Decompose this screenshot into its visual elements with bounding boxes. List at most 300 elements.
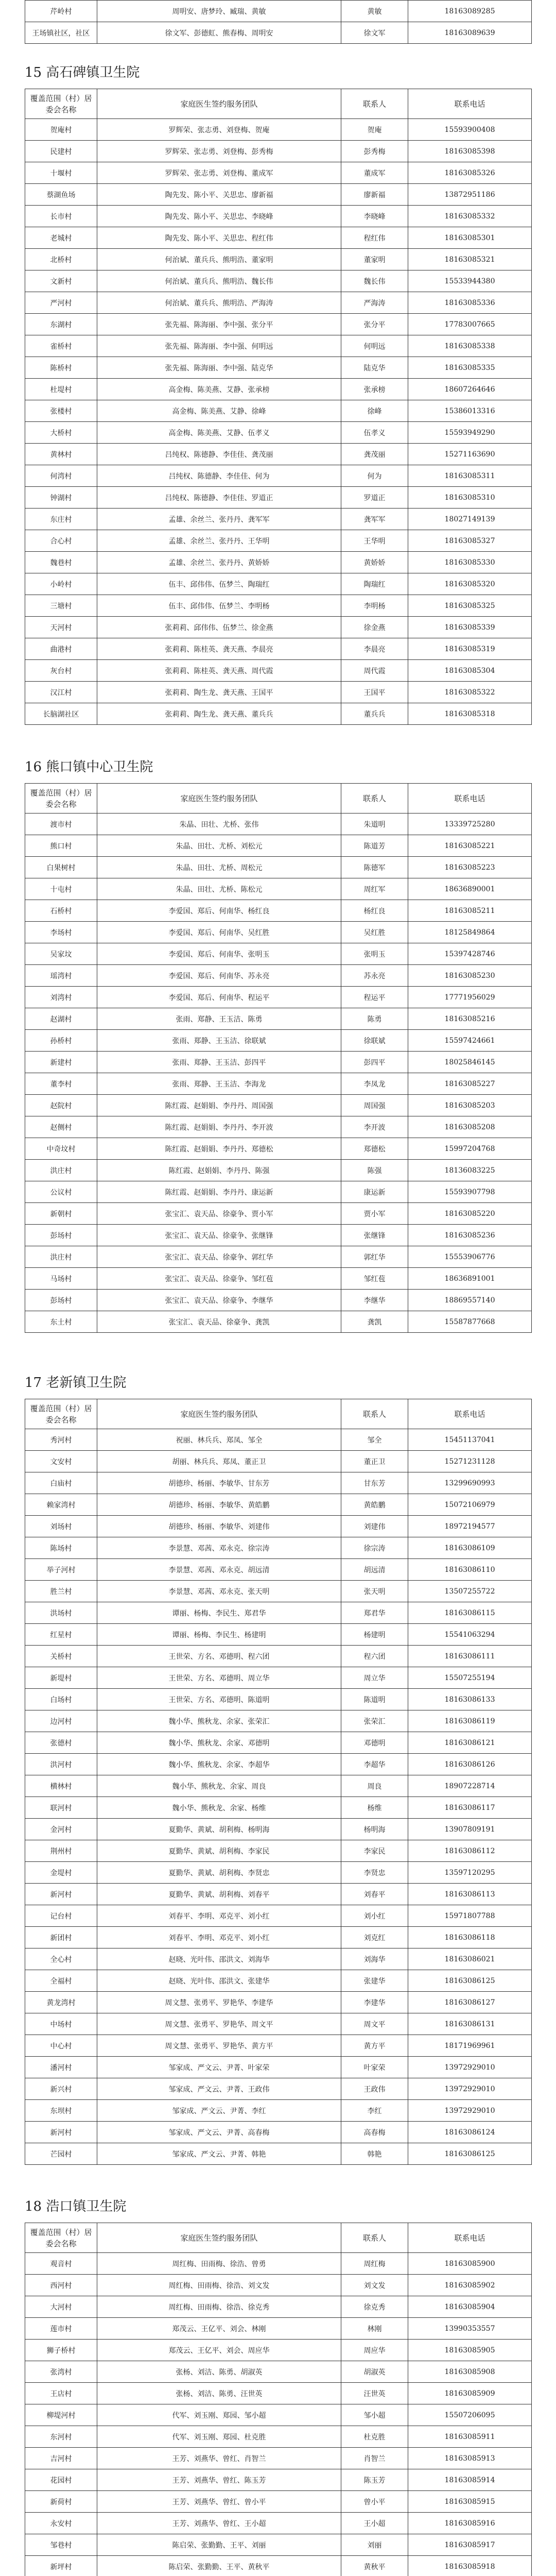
cell-contact: 严海涛	[341, 292, 408, 314]
cell-team: 周红梅、田雨梅、徐浩、刘文发	[97, 2275, 341, 2296]
col-header-area: 覆盖范围（村）居委会名称	[25, 1399, 97, 1429]
cell-team: 张莉莉、陶生龙、龚天燕、董兵兵	[97, 703, 341, 725]
table-row	[25, 206, 532, 227]
cell-phone: 18163085319	[408, 638, 532, 660]
cell-village: 新坪村	[25, 2556, 97, 2576]
cell-village: 芹岭村	[25, 1, 97, 22]
cell-contact: 周代霞	[341, 660, 408, 682]
table-row	[25, 1905, 532, 1927]
table-row	[25, 660, 532, 682]
cell-team: 何治斌、董兵兵、熊明浩、严海涛	[97, 292, 341, 314]
cell-contact: 龚凯	[341, 1311, 408, 1333]
cell-contact: 廖新福	[341, 184, 408, 206]
cell-team: 夏勤华、黄斌、胡利梅、李家民	[97, 1840, 341, 1862]
cell-team: 邹家成、严文云、尹菁、叶家荣	[97, 2057, 341, 2078]
cell-contact: 程红伟	[341, 227, 408, 249]
cell-contact: 朱道明	[341, 814, 408, 835]
cell-team: 高金梅、陈美燕、艾静、伍孝义	[97, 422, 341, 444]
cell-village: 马场村	[25, 1268, 97, 1290]
cell-contact: 韩艳	[341, 2143, 408, 2165]
cell-phone: 18163086124	[408, 2122, 532, 2143]
table-row	[25, 2253, 532, 2275]
cell-contact: 何为	[341, 465, 408, 487]
cell-team: 伍丰、邱伟伟、伍梦兰、李明杨	[97, 595, 341, 617]
cell-phone: 15587877668	[408, 1311, 532, 1333]
cell-contact: 张分平	[341, 314, 408, 335]
cell-village: 陈桥村	[25, 357, 97, 379]
cell-phone: 18163085322	[408, 682, 532, 703]
cell-contact: 高春梅	[341, 2122, 408, 2143]
cell-team: 吕纯权、陈德静、李佳佳、龚茂丽	[97, 444, 341, 465]
cell-contact: 邓德明	[341, 1732, 408, 1754]
cell-contact: 张天明	[341, 1581, 408, 1602]
cell-village: 王店村	[25, 2383, 97, 2404]
cell-team: 张雨、郑静、王玉洁、徐联斌	[97, 1030, 341, 1052]
cell-team: 张雨、郑静、王玉洁、李海龙	[97, 1073, 341, 1095]
cell-village: 花园村	[25, 2469, 97, 2491]
table-row	[25, 162, 532, 184]
table-row	[25, 1667, 532, 1689]
cell-team: 孟雄、余丝兰、张丹丹、龚军军	[97, 509, 341, 530]
table-row	[25, 2340, 532, 2361]
cell-team: 张杨、刘洁、陈勇、胡淑英	[97, 2361, 341, 2383]
cell-phone: 15971807788	[408, 1905, 532, 1927]
cell-village: 赵湖村	[25, 1008, 97, 1030]
cell-phone: 18163086119	[408, 1710, 532, 1732]
cell-team: 郑茂云、王亿平、刘会、周应华	[97, 2340, 341, 2361]
cell-team: 高金梅、陈美燕、艾静、张承榜	[97, 379, 341, 400]
table-row	[25, 2122, 532, 2143]
cell-village: 十堰村	[25, 162, 97, 184]
cell-village: 刘场村	[25, 1516, 97, 1537]
cell-contact: 吴红胜	[341, 922, 408, 943]
cell-contact: 肖智兰	[341, 2448, 408, 2469]
cell-team: 张宝汇、袁天品、徐豪争、龚凯	[97, 1311, 341, 1333]
cell-phone: 13990353557	[408, 2318, 532, 2340]
table-row	[25, 617, 532, 638]
cell-team: 周文慧、张勇平、罗艳华、李建华	[97, 1992, 341, 2013]
cell-contact: 陈玉芳	[341, 2469, 408, 2491]
cell-village: 白场村	[25, 1689, 97, 1710]
cell-phone: 18163086126	[408, 1754, 532, 1775]
cell-village: 何湾村	[25, 465, 97, 487]
cell-contact: 刘小红	[341, 1905, 408, 1927]
table-row	[25, 682, 532, 703]
table-row	[25, 2013, 532, 2035]
table-row	[25, 357, 532, 379]
cell-village: 贺庵村	[25, 119, 97, 141]
cell-phone: 18163086110	[408, 1559, 532, 1581]
cell-team: 张莉莉、邱伟伟、伍梦兰、徐金燕	[97, 617, 341, 638]
cell-contact: 程运平	[341, 987, 408, 1008]
table-row	[25, 595, 532, 617]
cell-phone: 18025846145	[408, 1052, 532, 1073]
cell-village: 新堤村	[25, 1667, 97, 1689]
cell-phone: 15553906776	[408, 1246, 532, 1268]
cell-phone: 18163085321	[408, 249, 532, 270]
cell-team: 孟雄、余丝兰、张丹丹、王华明	[97, 530, 341, 552]
cell-contact: 郭红华	[341, 1246, 408, 1268]
cell-team: 吕纯权、陈德静、李佳佳、罗道正	[97, 487, 341, 509]
table-row	[25, 314, 532, 335]
cell-phone: 18163085336	[408, 292, 532, 314]
cell-team: 夏勤华、黄斌、胡利梅、李贤忠	[97, 1862, 341, 1884]
col-header-contact: 联系人	[341, 2223, 408, 2253]
cell-contact: 黄皓鹏	[341, 1494, 408, 1516]
cell-contact: 王华明	[341, 530, 408, 552]
cell-village: 芒园村	[25, 2143, 97, 2165]
table-row	[25, 1797, 532, 1819]
cell-village: 边河村	[25, 1710, 97, 1732]
cell-phone: 15386013316	[408, 400, 532, 422]
cell-phone: 18163086111	[408, 1646, 532, 1667]
cell-team: 胡德珍、杨丽、李敏华、刘建伟	[97, 1516, 341, 1537]
cell-village: 刘湾村	[25, 987, 97, 1008]
cell-village: 黄龙湾村	[25, 1992, 97, 2013]
cell-contact: 陆克华	[341, 357, 408, 379]
cell-village: 秀河村	[25, 1429, 97, 1451]
cell-contact: 王政伟	[341, 2078, 408, 2100]
table-row	[25, 1581, 532, 1602]
cell-contact: 龚茂丽	[341, 444, 408, 465]
cell-team: 胡丽、林兵兵、郑凤、董正卫	[97, 1451, 341, 1472]
table-row	[25, 922, 532, 943]
cell-village: 狮子桥村	[25, 2340, 97, 2361]
cell-team: 张宝汇、袁天品、徐豪争、贾小军	[97, 1203, 341, 1225]
cell-team: 魏小华、熊秋龙、余家、邓德明	[97, 1732, 341, 1754]
cell-contact: 周红梅	[341, 2253, 408, 2275]
col-header-phone: 联系电话	[408, 2223, 532, 2253]
cell-village: 东河村	[25, 2426, 97, 2448]
table-row	[25, 270, 532, 292]
cell-contact: 康运新	[341, 1181, 408, 1203]
table-row	[25, 2275, 532, 2296]
cell-village: 魏巷村	[25, 552, 97, 573]
cell-contact: 周文平	[341, 2013, 408, 2035]
table-row	[25, 335, 532, 357]
cell-phone: 13339725280	[408, 814, 532, 835]
table-row	[25, 857, 532, 878]
col-header-team: 家庭医生签约服务团队	[97, 89, 341, 119]
cell-team: 魏小华、熊秋龙、余家、杨维	[97, 1797, 341, 1819]
cell-phone: 15507206095	[408, 2404, 532, 2426]
cell-team: 张宝汇、袁天品、徐豪争、郭红华	[97, 1246, 341, 1268]
cell-phone: 18171969961	[408, 2035, 532, 2057]
table-row	[25, 2556, 532, 2576]
cell-phone: 18163085211	[408, 900, 532, 922]
cell-team: 胡德珍、杨丽、李敏华、黄皓鹏	[97, 1494, 341, 1516]
cell-phone: 18607264646	[408, 379, 532, 400]
cell-contact: 张承榜	[341, 379, 408, 400]
cell-team: 张雨、郑静、王玉洁、彭四平	[97, 1052, 341, 1073]
cell-contact: 李贤忠	[341, 1862, 408, 1884]
cell-team: 朱晶、田壮、尤桥、周松元	[97, 857, 341, 878]
table-top-continuation	[25, 0, 532, 44]
cell-contact: 陈德军	[341, 857, 408, 878]
cell-team: 王世荣、方名、邓德明、程六团	[97, 1646, 341, 1667]
cell-phone: 15997204768	[408, 1138, 532, 1160]
cell-phone: 18163085318	[408, 703, 532, 725]
cell-village: 新兴村	[25, 2078, 97, 2100]
table-section-17	[25, 1399, 532, 2165]
cell-contact: 周国强	[341, 1095, 408, 1116]
cell-phone: 18163086021	[408, 1948, 532, 1970]
cell-contact: 胡远清	[341, 1559, 408, 1581]
col-header-phone: 联系电话	[408, 1399, 532, 1429]
cell-village: 文新村	[25, 270, 97, 292]
cell-village: 东庄村	[25, 509, 97, 530]
cell-team: 代军、刘玉刚、郑园、邹小超	[97, 2404, 341, 2426]
cell-phone: 15507255194	[408, 1667, 532, 1689]
table-row	[25, 1225, 532, 1246]
cell-contact: 陶瑞红	[341, 573, 408, 595]
table-row	[25, 1559, 532, 1581]
cell-team: 魏小华、熊秋龙、余家、李超华	[97, 1754, 341, 1775]
cell-team: 郑茂云、王亿平、刘会、林刚	[97, 2318, 341, 2340]
cell-team: 陈红霞、赵娟娟、李丹丹、周国强	[97, 1095, 341, 1116]
cell-phone: 15541063294	[408, 1624, 532, 1646]
cell-contact: 甘东芳	[341, 1472, 408, 1494]
table-row	[25, 1203, 532, 1225]
cell-team: 陶先发、陈小平、关思忠、廖新福	[97, 184, 341, 206]
table-row	[25, 119, 532, 141]
cell-village: 洪庄村	[25, 1160, 97, 1181]
cell-team: 张雨、郑静、王玉洁、陈勇	[97, 1008, 341, 1030]
cell-village: 联河村	[25, 1797, 97, 1819]
cell-village: 洪场村	[25, 1602, 97, 1624]
cell-contact: 刘克红	[341, 1927, 408, 1948]
cell-village: 赵院村	[25, 1095, 97, 1116]
table-row	[25, 1862, 532, 1884]
cell-team: 张先福、陈海丽、李中强、何明远	[97, 335, 341, 357]
table-row	[25, 2318, 532, 2340]
cell-contact: 董兵兵	[341, 703, 408, 725]
cell-contact: 黄秋平	[341, 2556, 408, 2576]
cell-phone: 18163085325	[408, 595, 532, 617]
cell-contact: 程六团	[341, 1646, 408, 1667]
cell-phone: 13907809191	[408, 1819, 532, 1840]
cell-phone: 13872951186	[408, 184, 532, 206]
section-title: 18 浩口镇卫生院	[25, 2199, 127, 2214]
cell-team: 邹家成、严文云、尹菁、王政伟	[97, 2078, 341, 2100]
table-row	[25, 814, 532, 835]
cell-contact: 汪世英	[341, 2383, 408, 2404]
cell-team: 夏勤华、黄斌、胡利梅、杨明海	[97, 1819, 341, 1840]
cell-phone: 18163085915	[408, 2491, 532, 2513]
cell-contact: 刘海华	[341, 1948, 408, 1970]
cell-village: 中心村	[25, 2035, 97, 2057]
section-title: 16 熊口镇中心卫生院	[25, 759, 153, 775]
cell-contact: 李超华	[341, 1754, 408, 1775]
cell-village: 西河村	[25, 2275, 97, 2296]
table-row	[25, 1754, 532, 1775]
table-row	[25, 379, 532, 400]
table-row	[25, 292, 532, 314]
table-row	[25, 1689, 532, 1710]
cell-phone: 15397428746	[408, 943, 532, 965]
cell-contact: 周立华	[341, 1667, 408, 1689]
cell-team: 朱晶、田壮、尤桥、刘松元	[97, 835, 341, 857]
table-row	[25, 2057, 532, 2078]
table-row	[25, 1775, 532, 1797]
cell-phone: 18163085338	[408, 335, 532, 357]
cell-team: 罗辉荣、张志勇、刘登梅、董成军	[97, 162, 341, 184]
col-header-team: 家庭医生签约服务团队	[97, 2223, 341, 2253]
cell-phone: 18163086127	[408, 1992, 532, 2013]
cell-contact: 董正卫	[341, 1451, 408, 1472]
table-row	[25, 1290, 532, 1311]
table-row	[25, 1052, 532, 1073]
cell-village: 柳堤河村	[25, 2404, 97, 2426]
cell-village: 吉河村	[25, 2448, 97, 2469]
table-row	[25, 1948, 532, 1970]
table-row	[25, 2078, 532, 2100]
cell-team: 朱晶、田壮、尤桥、陈松元	[97, 878, 341, 900]
col-header-contact: 联系人	[341, 784, 408, 814]
cell-contact: 黄娇娇	[341, 552, 408, 573]
cell-village: 文安村	[25, 1451, 97, 1472]
cell-village: 灰台村	[25, 660, 97, 682]
cell-phone: 18163086112	[408, 1840, 532, 1862]
table-row	[25, 1095, 532, 1116]
cell-phone: 18163085904	[408, 2296, 532, 2318]
table-row	[25, 638, 532, 660]
cell-contact: 周应华	[341, 2340, 408, 2361]
table-row	[25, 2491, 532, 2513]
cell-team: 高金梅、陈美燕、艾静、徐峰	[97, 400, 341, 422]
cell-contact: 彭秀梅	[341, 141, 408, 162]
cell-village: 东坝村	[25, 2100, 97, 2122]
cell-phone: 18163085327	[408, 530, 532, 552]
cell-phone: 18163085913	[408, 2448, 532, 2469]
cell-village: 十屯村	[25, 878, 97, 900]
cell-village: 钟湖村	[25, 487, 97, 509]
cell-phone: 18136083225	[408, 1160, 532, 1181]
table-row	[25, 2469, 532, 2491]
table-row	[25, 509, 532, 530]
cell-team: 张宝汇、袁天品、徐豪争、李继华	[97, 1290, 341, 1311]
cell-contact: 邹红苞	[341, 1268, 408, 1290]
table-row	[25, 943, 532, 965]
cell-village: 小岭村	[25, 573, 97, 595]
table-row	[25, 2404, 532, 2426]
cell-contact: 伍孝义	[341, 422, 408, 444]
cell-village: 长市村	[25, 206, 97, 227]
cell-village: 新河村	[25, 1884, 97, 1905]
cell-team: 周红梅、田雨梅、徐浩、曾勇	[97, 2253, 341, 2275]
cell-phone: 18869557140	[408, 1290, 532, 1311]
table-row	[25, 465, 532, 487]
cell-phone: 18163085335	[408, 357, 532, 379]
cell-phone: 18163085905	[408, 2340, 532, 2361]
table-row	[25, 2143, 532, 2165]
cell-team: 代军、刘玉刚、郑园、杜克胜	[97, 2426, 341, 2448]
cell-village: 白果树村	[25, 857, 97, 878]
table-row	[25, 552, 532, 573]
cell-phone: 18163085914	[408, 2469, 532, 2491]
cell-team: 祝丽、林兵兵、郑凤、邹全	[97, 1429, 341, 1451]
table-section-15	[25, 89, 532, 725]
cell-team: 李景慧、邓茜、邓永克、胡远清	[97, 1559, 341, 1581]
cell-contact: 张明玉	[341, 943, 408, 965]
cell-village: 汉江村	[25, 682, 97, 703]
cell-contact: 陈勇	[341, 1008, 408, 1030]
table-row	[25, 2383, 532, 2404]
cell-contact: 杜克胜	[341, 2426, 408, 2448]
cell-village: 大桥村	[25, 422, 97, 444]
table-row	[25, 184, 532, 206]
cell-phone: 13972929010	[408, 2078, 532, 2100]
cell-team: 张莉莉、陶生龙、龚天燕、王国平	[97, 682, 341, 703]
cell-team: 王世荣、方名、邓德明、周立华	[97, 1667, 341, 1689]
cell-team: 王芳、刘燕华、曾红、王小超	[97, 2513, 341, 2534]
cell-contact: 徐联斌	[341, 1030, 408, 1052]
cell-phone: 18163086125	[408, 2143, 532, 2165]
cell-team: 陈红霞、赵娟娟、李丹丹、陈强	[97, 1160, 341, 1181]
cell-village: 东湖村	[25, 314, 97, 335]
table-row	[25, 1, 532, 22]
cell-phone: 18163086115	[408, 1602, 532, 1624]
cell-village: 金河村	[25, 1819, 97, 1840]
cell-team: 周明安、唐梦玲、臧瑞、黄敏	[97, 1, 341, 22]
cell-village: 彭场村	[25, 1225, 97, 1246]
col-header-team: 家庭医生签约服务团队	[97, 1399, 341, 1429]
cell-phone: 15593949290	[408, 422, 532, 444]
cell-phone: 15451137041	[408, 1429, 532, 1451]
cell-contact: 林刚	[341, 2318, 408, 2340]
cell-phone: 18907228714	[408, 1775, 532, 1797]
cell-village: 观音村	[25, 2253, 97, 2275]
table-row	[25, 835, 532, 857]
cell-village: 东土村	[25, 1311, 97, 1333]
col-header-area: 覆盖范围（村）居委会名称	[25, 2223, 97, 2253]
cell-village: 陈场村	[25, 1537, 97, 1559]
cell-village: 杜堤村	[25, 379, 97, 400]
cell-village: 熊口村	[25, 835, 97, 857]
table-row	[25, 573, 532, 595]
cell-contact: 刘春平	[341, 1884, 408, 1905]
cell-phone: 13972929010	[408, 2100, 532, 2122]
cell-team: 李爱国、郑后、何南华、杨红良	[97, 900, 341, 922]
cell-phone: 18163086133	[408, 1689, 532, 1710]
cell-village: 赖家湾村	[25, 1494, 97, 1516]
cell-phone: 18163085221	[408, 835, 532, 857]
cell-phone: 18163086118	[408, 1927, 532, 1948]
table-row	[25, 1138, 532, 1160]
table-row	[25, 1537, 532, 1559]
cell-phone: 18163085320	[408, 573, 532, 595]
cell-contact: 李凤龙	[341, 1073, 408, 1095]
cell-contact: 胡淑英	[341, 2361, 408, 2383]
cell-village: 石桥村	[25, 900, 97, 922]
cell-village: 渡市村	[25, 814, 97, 835]
cell-phone: 18163085911	[408, 2426, 532, 2448]
table-row	[25, 900, 532, 922]
table-section-16	[25, 783, 532, 1333]
cell-team: 魏小华、熊秋龙、余家、张荣汇	[97, 1710, 341, 1732]
cell-village: 彭场村	[25, 1290, 97, 1311]
cell-phone: 18163085208	[408, 1116, 532, 1138]
cell-phone: 18163085310	[408, 487, 532, 509]
cell-village: 北桥村	[25, 249, 97, 270]
section-title: 15 高石碑镇卫生院	[25, 65, 140, 80]
table-row	[25, 2100, 532, 2122]
cell-village: 张湾村	[25, 2361, 97, 2383]
col-header-area: 覆盖范围（村）居委会名称	[25, 89, 97, 119]
cell-village: 大河村	[25, 2296, 97, 2318]
table-row	[25, 1516, 532, 1537]
cell-team: 李爱国、郑后、何南华、程运平	[97, 987, 341, 1008]
